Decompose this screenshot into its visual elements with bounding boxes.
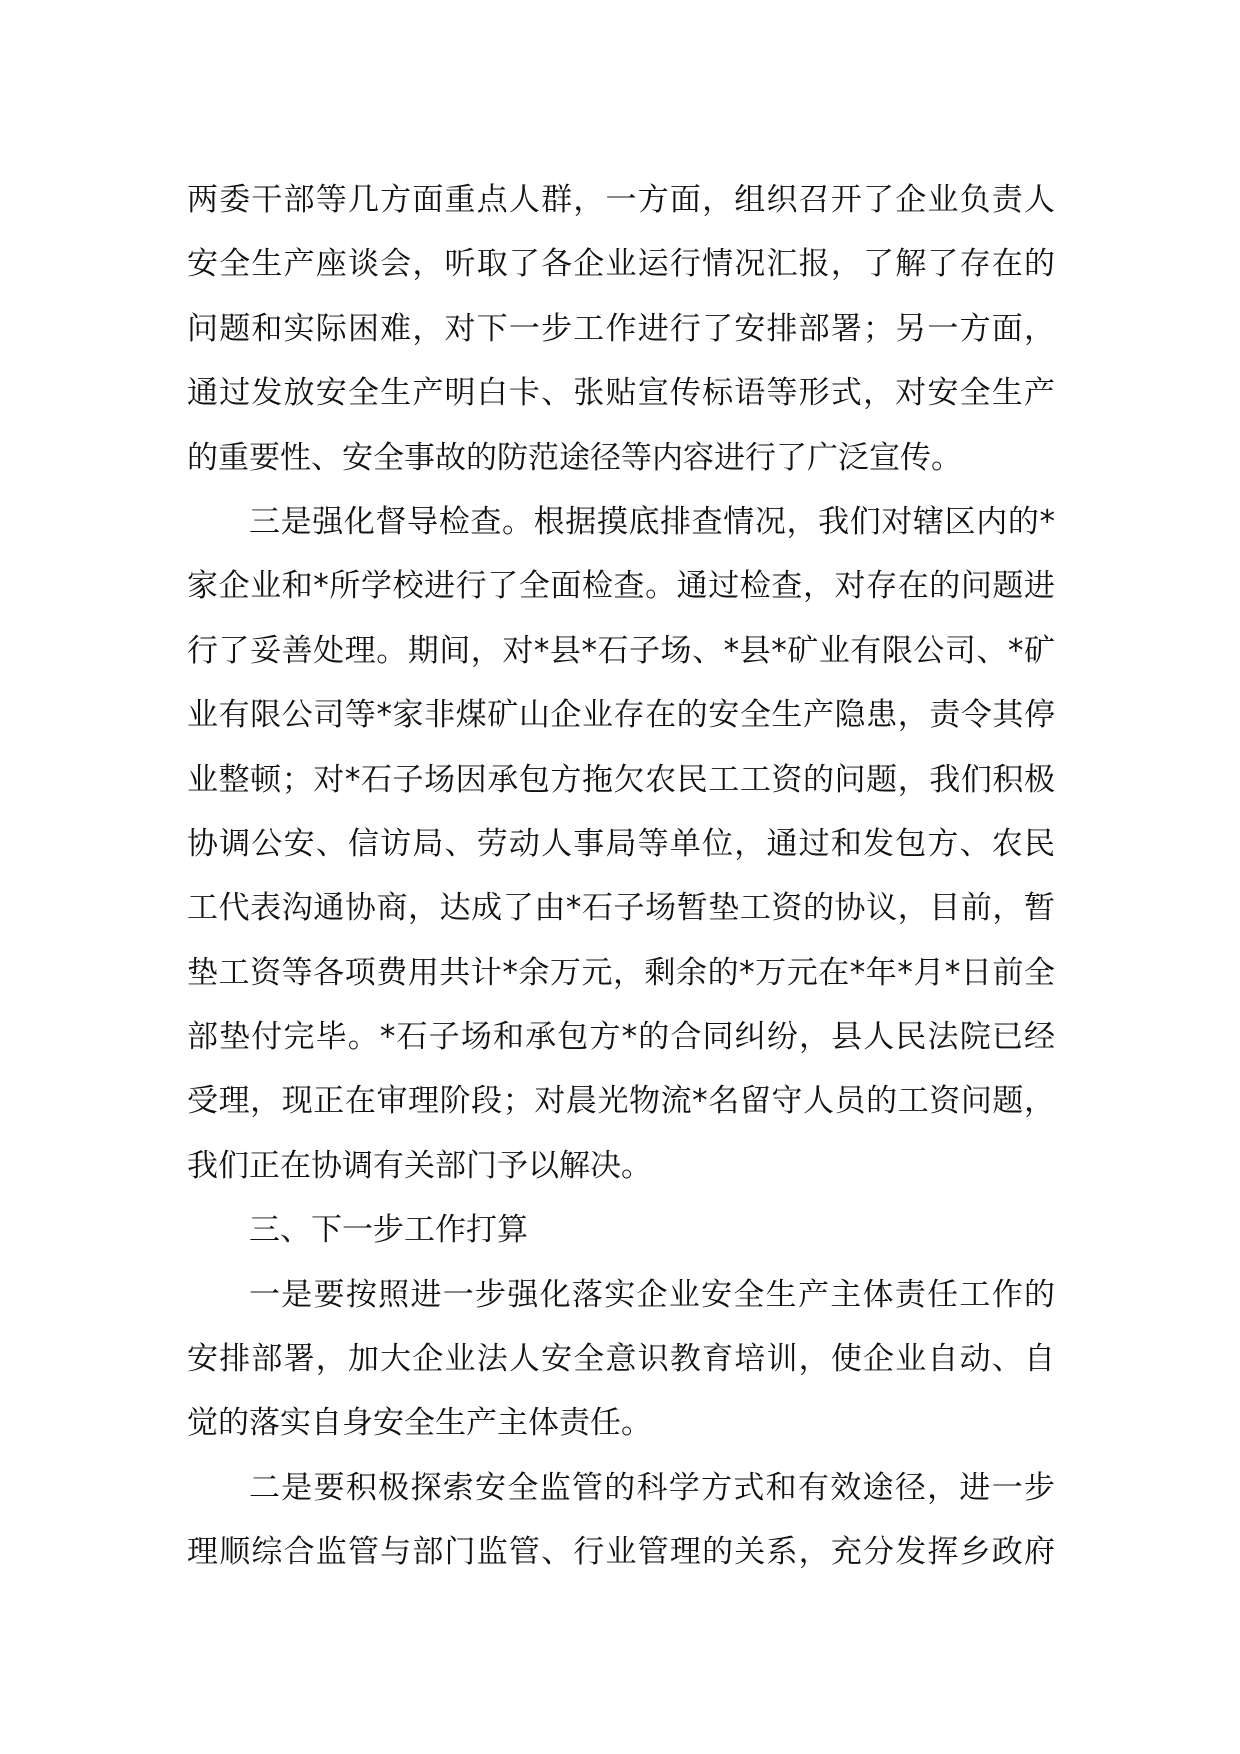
text-line: 问题和实际困难，对下一步工作进行了安排部署；另一方面， (187, 310, 1055, 347)
text-line: 我们正在协调有关部门予以解决。 (187, 1147, 652, 1184)
text-line: 部垫付完毕。*石子场和承包方*的合同纠纷，县人民法院已经 (187, 1019, 1055, 1056)
text-line: 家企业和*所学校进行了全面检查。通过检查，对存在的问题进 (187, 568, 1055, 605)
text-line: 两委干部等几方面重点人群，一方面，组织召开了企业负责人 (187, 182, 1055, 218)
text-line: 业整顿；对*石子场因承包方拖欠农民工工资的问题，我们积极 (187, 761, 1055, 798)
text-line: 通过发放安全生产明白卡、张贴宣传标语等形式，对安全生产 (187, 375, 1055, 412)
text-line: 三是强化督导检查。根据摸底排查情况，我们对辖区内的* (249, 503, 1055, 540)
text-line: 安排部署，加大企业法人安全意识教育培训，使企业自动、自 (187, 1341, 1055, 1378)
document-body (187, 168, 1055, 1585)
text-line: 三、下一步工作打算 (249, 1212, 528, 1249)
text-line: 受理，现正在审理阶段；对晨光物流*名留守人员的工资问题， (187, 1083, 1055, 1120)
text-line: 垫工资等各项费用共计*余万元，剩余的*万元在*年*月*日前全 (187, 954, 1055, 991)
text-line: 觉的落实自身安全生产主体责任。 (187, 1405, 652, 1442)
text-line: 理顺综合监管与部门监管、行业管理的关系，充分发挥乡政府 (187, 1534, 1055, 1571)
text-line: 安全生产座谈会，听取了各企业运行情况汇报，了解了存在的 (187, 246, 1055, 283)
text-line: 的重要性、安全事故的防范途径等内容进行了广泛宣传。 (187, 439, 962, 476)
text-line: 业有限公司等*家非煤矿山企业存在的安全生产隐患，责令其停 (187, 697, 1055, 734)
text-line: 协调公安、信访局、劳动人事局等单位，通过和发包方、农民 (187, 825, 1055, 862)
text-line: 一是要按照进一步强化落实企业安全生产主体责任工作的 (249, 1276, 1055, 1313)
text-line: 行了妥善处理。期间，对*县*石子场、*县*矿业有限公司、*矿 (187, 632, 1055, 669)
text-line: 二是要积极探索安全监管的科学方式和有效途径，进一步 (249, 1469, 1055, 1506)
text-line: 工代表沟通协商，达成了由*石子场暂垫工资的协议，目前，暂 (187, 890, 1055, 927)
